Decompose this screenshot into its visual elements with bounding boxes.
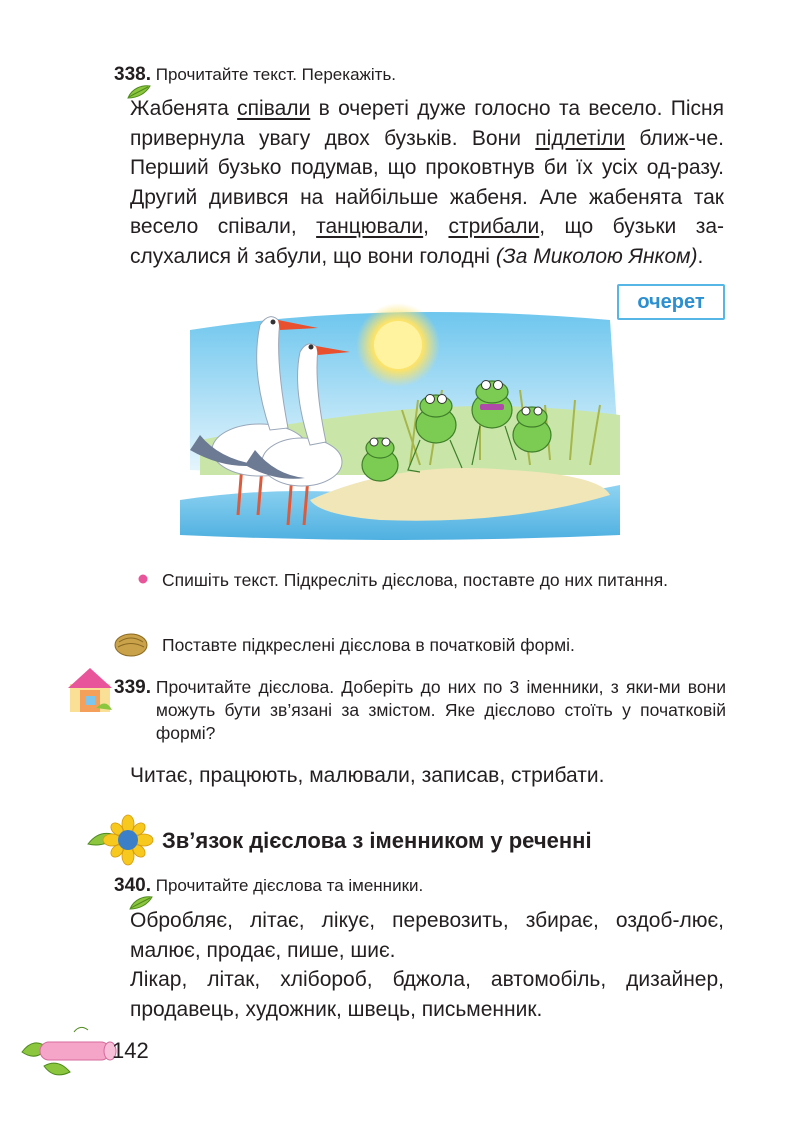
verb-list: Обробляє, літає, лікує, перевозить, збирає, оздоб-лює, малює, продає, пише, шиє. (130, 909, 724, 962)
scroll-decoration-icon (14, 1022, 120, 1082)
assignment-text: Спишіть текст. Підкресліть дієслова, поставте до них питання. (162, 570, 669, 590)
task-instruction: Прочитайте текст. Перекажіть. (155, 65, 397, 84)
story-part: , (423, 215, 449, 238)
task-number: 340 (114, 875, 146, 896)
task-number: 339 (114, 677, 146, 698)
section-title (162, 828, 592, 854)
verb-list: Читає, працюють, малювали, записав, стрибати. (130, 764, 605, 787)
story-part: , що бузьки за-слухалися й забули, що вони голодні (130, 215, 724, 268)
page-number-text: 142 (112, 1038, 149, 1063)
assignment-initial-form (162, 634, 726, 657)
underlined-verb: підлетіли (535, 126, 626, 150)
vocabulary-word-box (617, 284, 725, 320)
task-instruction: Прочитайте дієслова. Доберіть до них по 3 іменники, з яки-ми вони можуть бути зв’язані за змістом. Яке дієслово стоїть у початковій формі? (155, 677, 726, 743)
story-part: Жабенята (130, 97, 238, 120)
task-339-verbs (130, 761, 724, 791)
page-number (112, 1038, 149, 1064)
noun-list: Лікар, літак, хлібороб, бджола, автомобіль, дизайнер, продавець, художник, швець, письменник. (130, 968, 724, 1021)
underlined-verb: співали (237, 97, 311, 120)
vocabulary-word: очерет (637, 290, 705, 313)
task-340-verbs (130, 906, 724, 965)
assignment-copy-text (162, 569, 726, 592)
bullet-icon (138, 574, 148, 584)
story-part: в очереті дуже голосно та весело. Пісня привернула увагу двох бузьків. Вони (130, 97, 724, 150)
task-340-header: 340. Прочитайте дієслова та іменники. (114, 875, 424, 896)
task-instruction: Прочитайте дієслова та іменники. (155, 876, 424, 895)
sunflower-icon (84, 814, 158, 866)
assignment-text: Поставте підкреслені дієслова в початковій формі. (162, 635, 575, 655)
house-icon (66, 664, 114, 714)
underlined-verb: стрибали (448, 215, 540, 238)
storks-and-frogs-illustration (180, 300, 625, 545)
task-338-header: 338. Прочитайте текст. Перекажіть. (114, 64, 397, 85)
bread-icon (113, 630, 149, 658)
task-number: 338 (114, 64, 146, 85)
section-title-text: Зв’язок дієслова з іменником у реченні (162, 828, 592, 853)
task-340-nouns (130, 965, 724, 1024)
story-part: ближ-че. Перший бузько подумав, що проковтнув би їх усіх од-разу. Другий дивився на найбільше жабеня. Але жабенята так весело співали, (130, 126, 724, 238)
task-339-block: 339. Прочитайте дієслова. Доберіть до них по 3 іменники, з яки-ми вони можуть бути зв’язані за змістом. Яке дієслово стоїть у початковій формі? (114, 677, 726, 743)
story-source: (За Миколою Янком) (495, 244, 698, 268)
underlined-verb: танцювали (316, 215, 424, 238)
story-text: Жабенята співали в очереті дуже голосно та весело. Пісня привернула увагу двох бузьків. Вони підлетіли ближ-че. Перший бузько подумав, що проковтнув би їх усіх од-разу. Другий дивився на найбільше жабеня. Але жабенята так весело співали, танцювали, стрибали, що бузьки за-слухалися й забули, що вони голодні (За Миколою Янком). (130, 97, 724, 268)
